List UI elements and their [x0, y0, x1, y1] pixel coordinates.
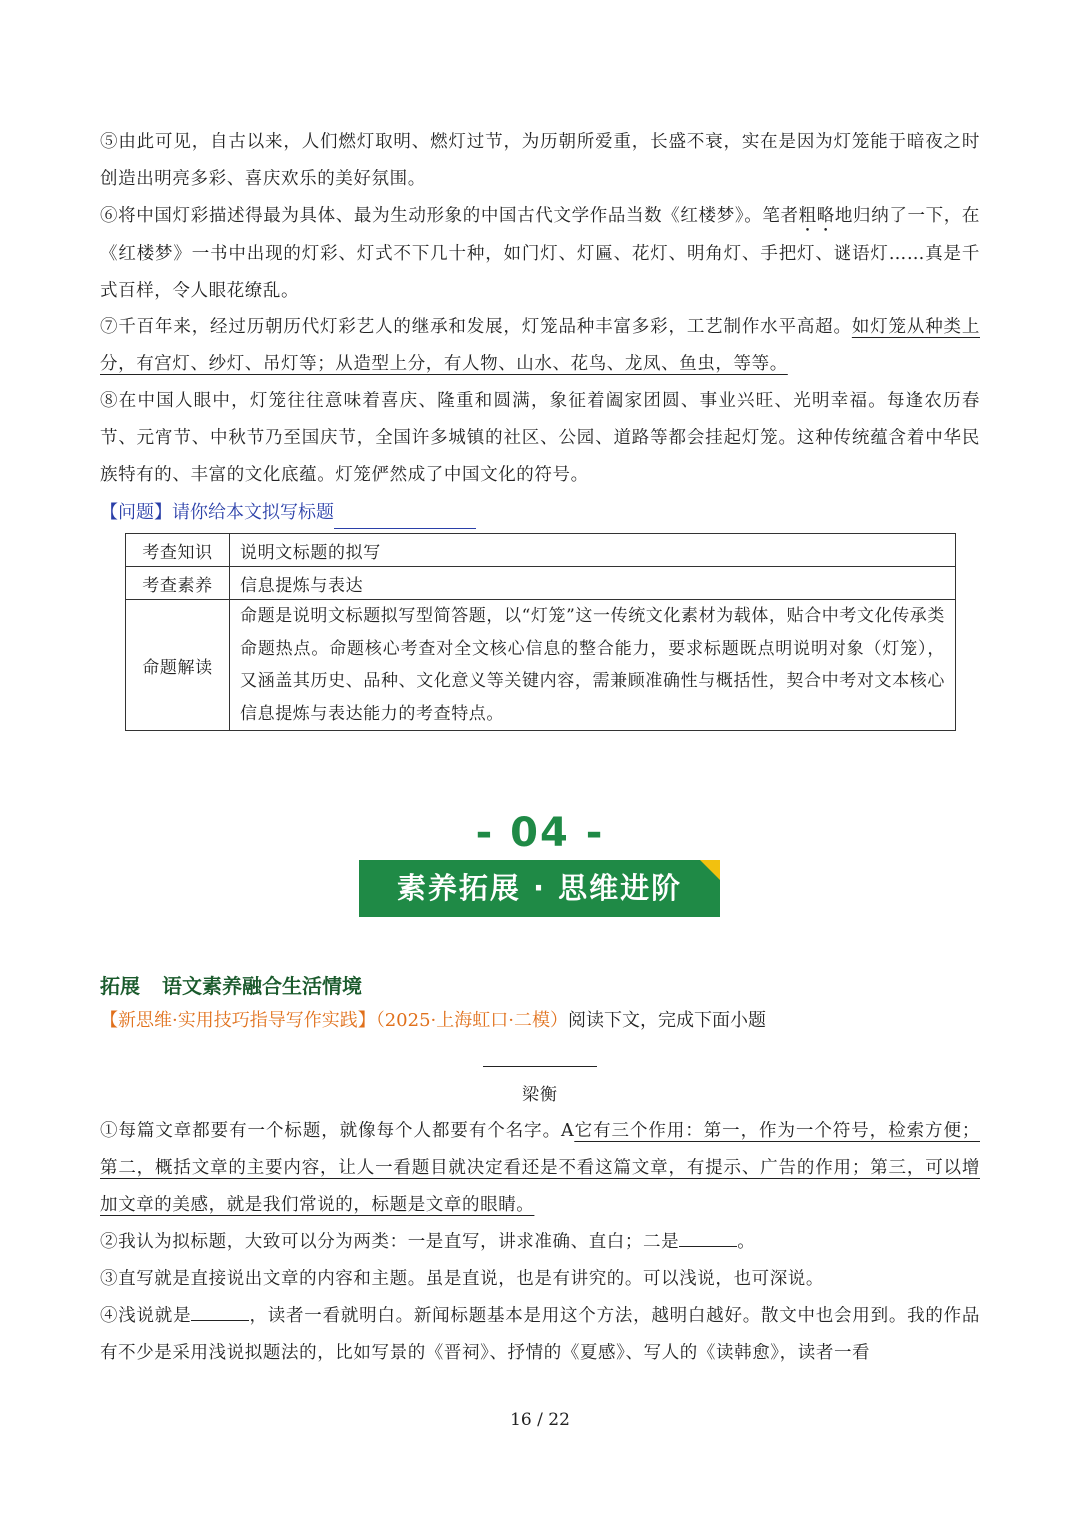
table-key: 考查知识	[126, 534, 230, 567]
passage-paragraph-3	[100, 1261, 980, 1298]
paragraph-6-text-a: ⑥将中国灯彩描述得最为具体、最为生动形象的中国古代文学作品当数《红楼梦》。笔者	[100, 206, 799, 226]
passage-paragraph-4-text-a: ④浅说就是	[100, 1306, 192, 1326]
fill-blank[interactable]	[679, 1226, 737, 1247]
section-banner	[359, 860, 720, 917]
passage-paragraph-2-text: ②我认为拟标题，大致可以分为两类：一是直写，讲求准确、直白；二是	[100, 1232, 680, 1252]
table-key: 考查素养	[126, 567, 230, 600]
paragraph-6-text-b: 地归纳了一下，在《红楼梦》一书中出现的灯彩、灯式不下几十种，如门灯、灯匾、花灯、明角灯、手把灯、谜语灯……真是千式百样，令人眼花缭乱。	[100, 206, 980, 301]
source-paren	[376, 1010, 568, 1031]
paragraph-8-text: ⑧在中国人眼中，灯笼往往意味着喜庆、隆重和圆满，象征着阖家团圆、事业兴旺、光明幸福。每逢农历春节、元宵节、中秋节乃至国庆节，全国许多城镇的社区、公园、道路等都会挂起灯笼。这种传统蕴含着中华民族特有的、丰富的文化底蕴。灯笼俨然成了中国文化的符号。	[100, 391, 980, 485]
title-blank[interactable]	[483, 1066, 597, 1067]
paragraph-7	[100, 309, 980, 383]
author: 梁衡	[522, 1085, 558, 1105]
source-line	[100, 1004, 766, 1038]
answer-blank[interactable]	[334, 506, 476, 529]
passage-paragraph-2	[100, 1224, 980, 1261]
extension-label: 拓展	[100, 974, 140, 998]
table-row	[126, 567, 956, 600]
passage-paragraph-2-end: 。	[737, 1232, 756, 1252]
section-banner-text: 素养拓展 · 思维进阶	[396, 871, 683, 905]
extension-heading	[100, 968, 362, 1004]
source-instruction: 阅读下文，完成下面小题	[568, 1010, 766, 1031]
paragraph-7-underlined: 如灯笼从种类上分，有宫灯、纱灯、吊灯等；从造型上分，有人物、山水、花鸟、龙凤、鱼虫，等等。	[100, 317, 980, 374]
question	[100, 497, 476, 529]
table-key: 命题解读	[126, 600, 230, 731]
paragraph-8	[100, 383, 980, 494]
paragraph-6-dotted-word: 粗略	[798, 206, 835, 226]
banner-corner-decoration	[700, 860, 720, 880]
passage-paragraph-4	[100, 1298, 980, 1372]
paragraph-6	[100, 198, 980, 310]
table-value: 说明文标题的拟写	[230, 534, 956, 567]
passage-paragraph-1	[100, 1113, 980, 1224]
passage-paragraph-1-text: ①每篇文章都要有一个标题，就像每个人都要有个名字。A	[100, 1121, 575, 1141]
passage-paragraph-4-text-b: ，读者一看就明白。新闻标题基本是用这个方法，越明白越好。散文中也会用到。我的作品有不少是采用浅说拟题法的，比如写景的《晋祠》、抒情的《夏感》、写人的《读韩愈》，读者一看	[100, 1306, 981, 1363]
page-number: 16 / 22	[510, 1410, 570, 1430]
table-value: 信息提炼与表达	[230, 567, 956, 600]
info-table	[125, 533, 956, 731]
section-number: - 04 -	[475, 810, 605, 856]
table-value: 命题是说明文标题拟写型简答题，以“灯笼”这一传统文化素材为载体，贴合中考文化传承类命题热点。命题核心考查对全文核心信息的整合能力，要求标题既点明说明对象（灯笼），又涵盖其历史、品种、文化意义等关键内容，需兼顾准确性与概括性，契合中考对文本核心信息提炼与表达能力的考查特点。	[230, 600, 956, 731]
paragraph-5-text: ⑤由此可见，自古以来，人们燃灯取明、燃灯过节，为历朝所爱重，长盛不衰，实在是因为灯笼能于暗夜之时创造出明亮多彩、喜庆欢乐的美好氛围。	[100, 132, 980, 189]
question-text: 请你给本文拟写标题	[172, 502, 334, 523]
passage-paragraph-1-underlined: 它有三个作用：第一，作为一个符号，检索方便；第二，概括文章的主要内容，让人一看题目就决定看还是不看这篇文章，有提示、广告的作用；第三，可以增加文章的美感，就是我们常说的，标题是文章的眼睛。	[100, 1121, 980, 1215]
source-exam: （2025·上海虹口·二模）	[375, 1010, 568, 1031]
fill-blank[interactable]	[191, 1300, 249, 1321]
paragraph-5	[100, 124, 980, 198]
table-row	[126, 600, 956, 731]
table-row	[126, 534, 956, 567]
paragraph-7-text: ⑦千百年来，经过历朝历代灯彩艺人的继承和发展，灯笼品种丰富多彩，工艺制作水平高超。	[100, 317, 852, 337]
extension-title: 语文素养融合生活情境	[162, 974, 362, 998]
passage-paragraph-3-text: ③直写就是直接说出文章的内容和主题。虽是直说，也是有讲究的。可以浅说，也可深说。	[100, 1269, 824, 1289]
source-tag: 【新思维·实用技巧指导写作实践】	[100, 1010, 376, 1031]
question-tag: 【问题】	[100, 502, 172, 523]
